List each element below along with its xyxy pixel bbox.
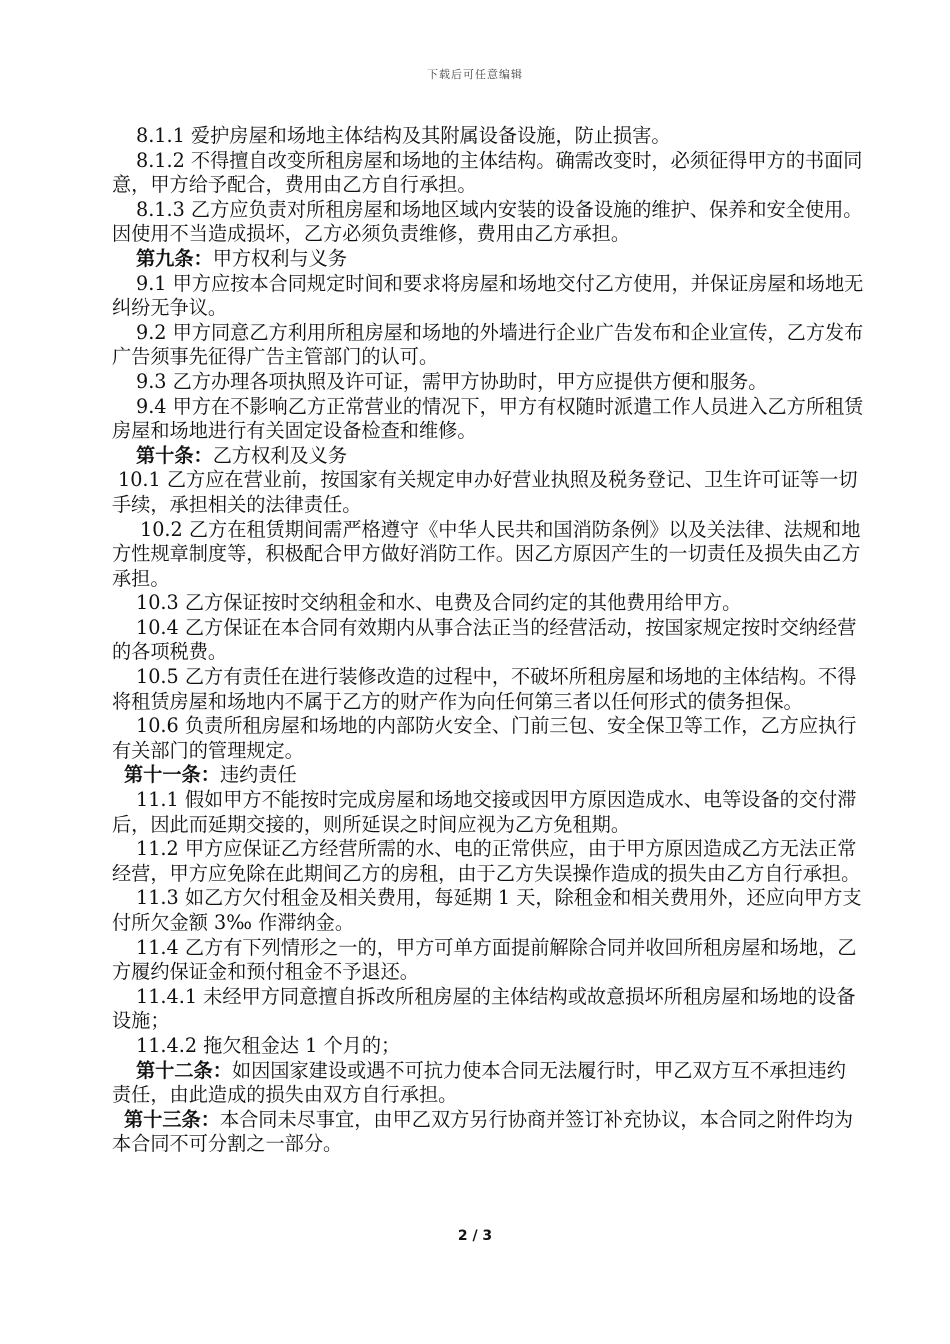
article-9-heading <box>112 247 864 272</box>
article-11-heading <box>112 763 864 788</box>
clause-8-1-2: 8.1.2 不得擅自改变所租房屋和场地的主体结构。确需改变时，必须征得甲方的书面同意，甲方给予配合，费用由乙方自行承担。 <box>112 148 863 197</box>
article-13 <box>112 1108 864 1157</box>
article-13-text: 本合同未尽事宜，由甲乙双方另行协商并签订补充协议，本合同之附件均为本合同不可分割之一部分。 <box>112 1107 854 1156</box>
article-13-number: 第十三条： <box>124 1107 220 1131</box>
article-10-title: 乙方权利及义务 <box>212 443 348 467</box>
clause-11-1: 11.1 假如甲方不能按时完成房屋和场地交接或因甲方原因造成水、电等设备的交付滞后，因此而延期交接的，则所延误之时间应视为乙方免租期。 <box>112 788 857 836</box>
clause-9-2: 9.2 甲方同意乙方利用所租房屋和场地的外墙进行企业广告发布和企业宣传，乙方发布广告须事先征得广告主管部门的认可。 <box>112 320 864 369</box>
clause-11-4-1: 11.4.1 未经甲方同意擅自拆改所租房屋的主体结构或故意损坏所租房屋和场地的设备设施； <box>112 984 856 1033</box>
clause-11-3: 11.3 如乙方欠付租金及相关费用，每延期 1 天，除租金和相关费用外，还应向甲方支付所欠金额 3‰ 作滞纳金。 <box>112 886 862 934</box>
clause-8-1-3: 8.1.3 乙方应负责对所租房屋和场地区域内安装的设备设施的维护、保养和安全使用。因使用不当造成损坏，乙方必须负责维修，费用由乙方承担。 <box>112 197 863 246</box>
article-11-number: 第十一条： <box>124 763 220 787</box>
article-12-text: 如因国家建设或遇不可抗力使本合同无法履行时，甲乙双方互不承担违约责任，由此造成的损失由双方自行承担。 <box>112 1058 846 1107</box>
clause-10-2: 10.2 乙方在租赁期间需严格遵守《中华人民共和国消防条例》以及关法律、法规和地方性规章制度等，积极配合甲方做好消防工作。因乙方原因产生的一切责任及损失由乙方承担。 <box>112 517 861 590</box>
page-number: 2 / 3 <box>457 1228 493 1244</box>
clause-11-2: 11.2 甲方应保证乙方经营所需的水、电的正常供应，由于甲方原因造成乙方无法正常经营，甲方应免除在此期间乙方的房租，由于乙方失误操作造成的损失由乙方自行承担。 <box>112 837 861 885</box>
article-9-title: 甲方权利与义务 <box>212 246 348 270</box>
clause-10-1: 10.1 乙方应在营业前，按国家有关规定申办好营业执照及税务登记、卫生许可证等一切手续，承担相关的法律责任。 <box>112 468 858 516</box>
clause-9-1: 9.1 甲方应按本合同规定时间和要求将房屋和场地交付乙方使用，并保证房屋和场地无纠纷无争议。 <box>112 271 864 320</box>
clause-10-6: 10.6 负责所租房屋和场地的内部防火安全、门前三包、安全保卫等工作，乙方应执行有关部门的管理规定。 <box>112 714 857 762</box>
clause-8-1-1: 8.1.1 爱护房屋和场地主体结构及其附属设备设施，防止损害。 <box>136 124 671 147</box>
document-body <box>112 124 864 1157</box>
clause-10-3: 10.3 乙方保证按时交纳租金和水、电费及合同约定的其他费用给甲方。 <box>136 591 742 615</box>
page-header: 下载后可任意编辑 <box>427 68 523 81</box>
article-9-number: 第九条： <box>136 246 213 270</box>
clause-10-4: 10.4 乙方保证在本合同有效期内从事合法正当的经营活动，按国家规定按时交纳经营的各项税费。 <box>112 615 857 664</box>
clause-11-4-2: 11.4.2 拖欠租金达 1 个月的； <box>136 1033 401 1057</box>
clause-10-5: 10.5 乙方有责任在进行装修改造的过程中，不破坏所租房屋和场地的主体结构。不得将租赁房屋和场地内不属于乙方的财产作为向任何第三者以任何形式的债务担保。 <box>112 665 857 713</box>
clause-9-4: 9.4 甲方在不影响乙方正常营业的情况下，甲方有权随时派遣工作人员进入乙方所租赁房屋和场地进行有关固定设备检查和维修。 <box>112 394 864 443</box>
article-10-heading <box>112 444 864 469</box>
article-10-number: 第十条： <box>136 443 213 467</box>
clause-11-4: 11.4 乙方有下列情形之一的，甲方可单方面提前解除合同并收回所租房屋和场地，乙方履约保证金和预付租金不予退还。 <box>112 935 857 984</box>
clause-9-3: 9.3 乙方办理各项执照及许可证，需甲方协助时，甲方应提供方便和服务。 <box>136 369 768 393</box>
article-12-number: 第十二条： <box>136 1058 232 1082</box>
article-12 <box>112 1059 864 1108</box>
article-11-title: 违约责任 <box>219 763 297 787</box>
